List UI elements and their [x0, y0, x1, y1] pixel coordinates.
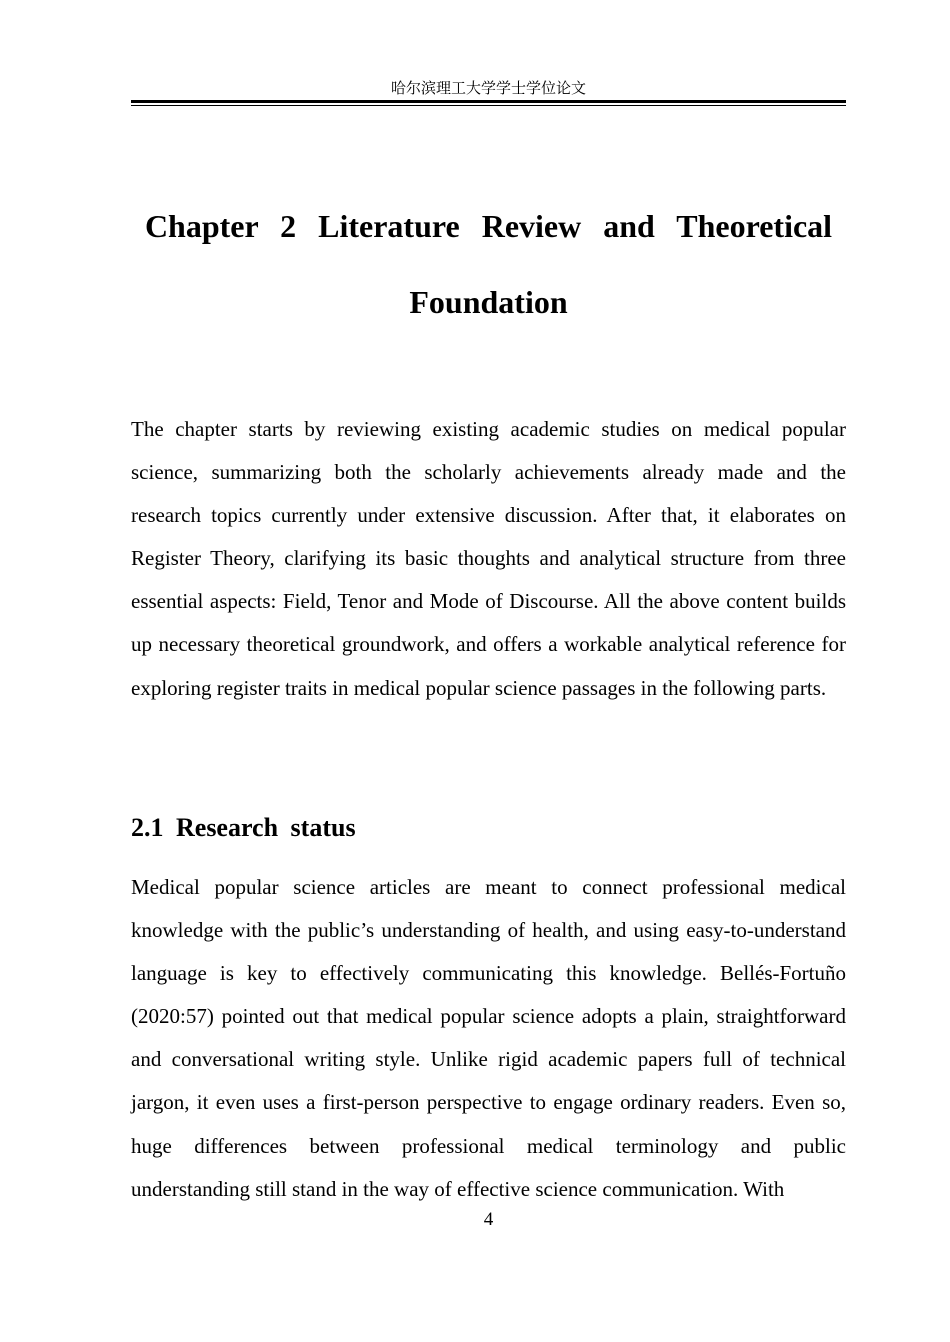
section-paragraph: Medical popular science articles are meant to connect professional medical knowledge with the public’s understanding of health, and using easy-to-understand language is key to effectively communicating this knowledge. Bellés-Fortuño (2020:57) pointed out that medical popular science adopts a plain, straightforward and conversational writing style. Unlike rigid academic papers full of technical jargon, it even uses a first-person perspective to engage ordinary readers. Even so, huge differences between professional medical terminology and public understanding still stand in the way of effective science communication. With: [131, 875, 846, 1201]
chapter-title: [131, 188, 846, 340]
section-heading: 2.1 Research status: [131, 813, 356, 842]
page-number: 4: [483, 1209, 494, 1230]
running-header: 哈尔滨理工大学学士学位论文: [390, 79, 586, 97]
header-rule-thin: [131, 105, 846, 106]
intro-paragraph: The chapter starts by reviewing existing academic studies on medical popular science, summarizing both the scholarly achievements already made and the research topics currently under extensive discussion. After that, it elaborates on Register Theory, clarifying its basic thoughts and analytical structure from three essential aspects: Field, Tenor and Mode of Discourse. All the above content builds up necessary theoretical groundwork, and offers a workable analytical reference for exploring register traits in medical popular science passages in the following parts.: [131, 417, 846, 700]
header-rule-thick: [131, 100, 846, 103]
chapter-title-line-1: Chapter 2 Literature Review and Theoretical: [144, 208, 833, 244]
chapter-title-line-2: Foundation: [409, 284, 568, 320]
